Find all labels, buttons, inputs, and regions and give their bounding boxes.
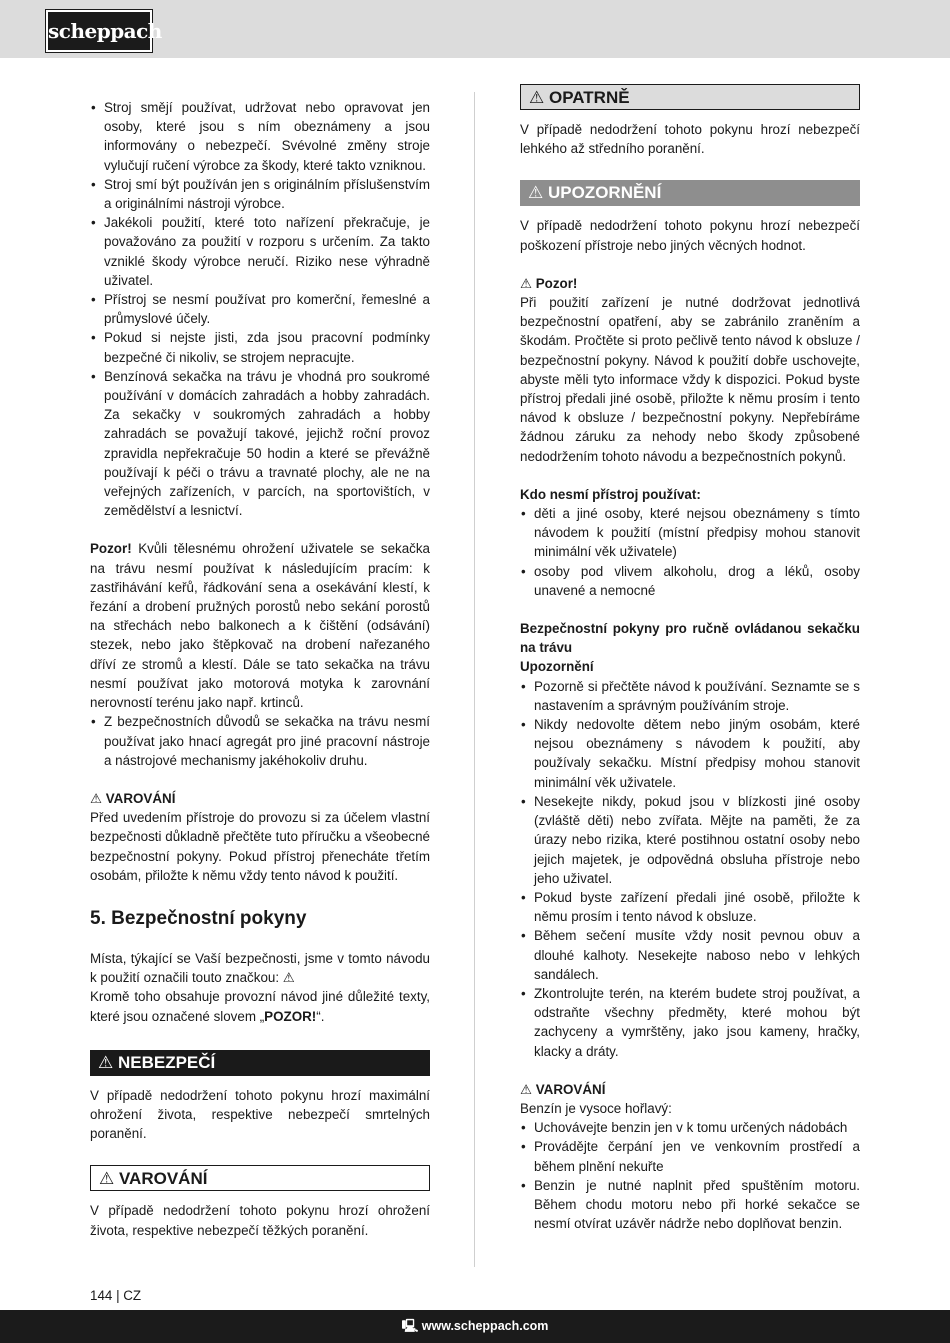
warning-triangle-icon: ⚠ xyxy=(520,275,536,291)
upozorneni-box: ⚠ UPOZORNĚNÍ xyxy=(520,180,860,206)
opatrne-box: ⚠ OPATRNĚ xyxy=(520,84,860,110)
list-item: • osoby pod vlivem alkoholu, drog a léků, osoby unavené a nemocné xyxy=(520,562,860,600)
varovani-heading-right: ⚠ VAROVÁNÍ xyxy=(520,1081,606,1097)
list-item: • Benzin je nutné naplnit před spuštěním motoru. Během chodu motoru nebo při horké sekačce se nesmí otvírat uzávěr nádrže nebo doplňovat benzin. xyxy=(520,1176,860,1234)
list-item: • Stroj smějí používat, udržovat nebo opravovat jen osoby, které jsou s ním obeznámeny a jsou informovány o nebezpečí. Svévolné změny stroje vylučují ručení výrobce za škody, které takto vzniknou. xyxy=(90,98,430,175)
list-item: • Pokud byste zařízení předali jiné osobě, přiložte k němu prosím i tento návod k obsluze. xyxy=(520,888,860,926)
warning-triangle-icon: ⚠ xyxy=(99,1169,119,1189)
monitor-icon: 🖳 xyxy=(401,1319,422,1333)
list-item: • Pozorně si přečtěte návod k používání. Seznamte se s nastavením a správným používáním stroje. xyxy=(520,677,860,715)
pozor-text: Při použití zařízení je nutné dodržovat jednotlivá bezpečnostní opatření, aby se zabránilo zraněním a škodám. Pročtěte si proto pečlivě tento návod k obsluze / bezpečnostní pokyny. Návod k použití dobře uschovejte, abyste měli tyto informace vždy k dispozici. Pokud byste přístroj předali jiné osobě, přiložte k němu prosím i tento návod k obsluze / bezpečnostní pokyny. Nepřebíráme žádnou záruku za nehody nebo škody způsobené nedodržením tohoto návodu a bezpečnostních pokynů. xyxy=(520,295,860,464)
upozorneni-heading: Upozornění xyxy=(520,659,594,675)
list-item: • Benzínová sekačka na trávu je vhodná pro soukromé používání v domácích zahradách a hobby zahradách. Za sekačky v soukromých zahradách a hobby zahradách se považují takové, jejichž roční provoz zpravidla nepřekračuje 50 hodin a které se převážně používají k péči o trávu a travnaté plochy, ale ne na veřejných zařízeních, v parcích, na sportovištích, v zemědělství a lesnictví. xyxy=(90,367,430,521)
nebezpeci-box: ⚠ NEBEZPEČÍ xyxy=(90,1050,430,1076)
top-bar xyxy=(0,0,950,58)
list-item: • Nesekejte nikdy, pokud jsou v blízkosti jiné osoby (zvláště děti) nebo zvířata. Mějte na paměti, že za úrazy nebo rizika, které postihnou ostatní osoby nebo jejich majetek, je odpovědná obsluha přístroje nebo jeho uživatel. xyxy=(520,792,860,888)
column-divider xyxy=(474,92,475,1267)
website-link[interactable]: www.scheppach.com xyxy=(421,1319,549,1333)
page-number: 144 | CZ xyxy=(90,1288,142,1303)
varovani-text: Před uvedením přístroje do provozu si za účelem vlastní bezpečnosti důkladně přečtěte tuto příručku a všeobecné bezpečnostní pokyny. Pokud přístroj přenecháte třetím osobám, přiložte k němu vždy tento návod k použití. xyxy=(90,810,430,883)
list-item: • Během sečení musíte vždy nosit pevnou obuv a dlouhé kalhoty. Nesekejte naboso nebo v lehkých sandálech. xyxy=(520,926,860,984)
brand-logo: scheppach xyxy=(46,10,152,52)
intro-paragraph-1: Místa, týkající se Vaší bezpečnosti, jsme v tomto návodu k použití označili touto značkou: ⚠ xyxy=(90,950,430,986)
pozor-text: Kvůli tělesnému ohrožení uživatele se sekačka na trávu nesmí používat k následujícím pracím: k zastřihávání keřů, řádkování sena a osekávání klestí, k řezání a drobení pružných porostů nebo sekání porostů na střechách nebo balkonech a k čištění (odsávání) stezek, nebo jako štěpkovač na drobení nařezaného dříví ze stromů a klestí. Dále se tato sekačka na trávu nesmí používat jako motorová motyka k zarovnání nerovností terénu jako např. krtinců. xyxy=(90,541,430,711)
list-item: • Provádějte čerpání jen ve venkovním prostředí a během plnění nekuřte xyxy=(520,1137,860,1175)
kdo-bullet-list xyxy=(520,504,860,600)
benzin-intro: Benzín je vysoce hořlavý: xyxy=(520,1100,672,1116)
nebezpeci-text: V případě nedodržení tohoto pokynu hrozí maximální ohrožení života, respektive nebezpečí smrtelných poranění. xyxy=(90,1087,430,1142)
intro-paragraph-2: Kromě toho obsahuje provozní návod jiné důležité texty, které jsou označené slovem „POZOR!“. xyxy=(90,989,430,1024)
varovani-box-text: V případě nedodržení tohoto pokynu hrozí ohrožení života, respektive nebezpečí těžkých poranění. xyxy=(90,1203,430,1238)
kdo-heading: Kdo nesmí přístroj používat: xyxy=(520,486,701,502)
list-item: • Přístroj se nesmí používat pro komerční, řemeslné a průmyslové účely. xyxy=(90,290,430,328)
pozor-heading: ⚠ Pozor! xyxy=(520,275,578,291)
warning-triangle-icon: ⚠ xyxy=(529,88,549,107)
bezpecnostni-heading: Bezpečnostní pokyny pro ručně ovládanou sekačku na trávu xyxy=(520,621,860,656)
list-item: • Uchovávejte benzin jen v k tomu určených nádobách xyxy=(520,1118,860,1137)
list-item: • Stroj smí být používán jen s originálním příslušenstvím a originálními nástroji výrobce. xyxy=(90,175,430,213)
section-title: 5. Bezpečnostní pokyny xyxy=(90,907,307,929)
warning-triangle-icon: ⚠ xyxy=(98,1052,118,1072)
warning-triangle-icon: ⚠ xyxy=(528,183,548,203)
list-item: • Zkontrolujte terén, na kterém budete stroj používat, a odstraňte všechny předměty, které mohou být zachyceny a vymrštěny, jako jsou kameny, hračky, klacky a dráty. xyxy=(520,984,860,1061)
list-item: • Jakékoli použití, které toto nařízení překračuje, je považováno za použití v rozporu s určením. Za takto vzniklé škody výrobce neručí. Riziko nese výhradně uživatel. xyxy=(90,213,430,290)
benzin-bullet-list xyxy=(520,1118,860,1233)
pozor-label: Pozor! xyxy=(90,541,132,557)
opatrne-text: V případě nedodržení tohoto pokynu hrozí nebezpečí lehkého až středního poranění. xyxy=(520,122,860,157)
list-item: • Z bezpečnostních důvodů se sekačka na trávu nesmí používat jako hnací agregát pro jiné pracovní nástroje a nástrojové mechanismy jakéhokoliv druhu. xyxy=(90,712,430,770)
warning-triangle-icon: ⚠ xyxy=(520,1081,536,1097)
upozorneni-bullet-list xyxy=(520,677,860,1061)
pozor-bullet-list xyxy=(90,712,430,770)
list-item: • děti a jiné osoby, které nejsou obeznámeny s tímto návodem k použití (místní předpisy mohou stanovit minimální věk uživatele) xyxy=(520,504,860,562)
varovani-box: ⚠ VAROVÁNÍ xyxy=(90,1165,430,1191)
footer-bar xyxy=(0,1310,950,1343)
right-column xyxy=(520,84,860,1233)
list-item: • Nikdy nedovolte dětem nebo jiným osobám, které nejsou obeznámeny s návodem k použití, aby používaly sekačku. Místní předpisy mohou stanovit minimální věk uživatele. xyxy=(520,715,860,792)
list-item: • Pokud si nejste jisti, zda jsou pracovní podmínky bezpečné či nikoliv, se strojem nepracujte. xyxy=(90,328,430,366)
pozor-paragraph xyxy=(90,539,430,712)
varovani-heading: ⚠ VAROVÁNÍ xyxy=(90,790,176,806)
left-column xyxy=(90,98,430,1240)
warning-triangle-icon: ⚠ xyxy=(90,790,106,806)
upozorneni-text: V případě nedodržení tohoto pokynu hrozí nebezpečí poškození přístroje nebo jiných věcných hodnot. xyxy=(520,218,860,253)
usage-bullet-list xyxy=(90,98,430,520)
